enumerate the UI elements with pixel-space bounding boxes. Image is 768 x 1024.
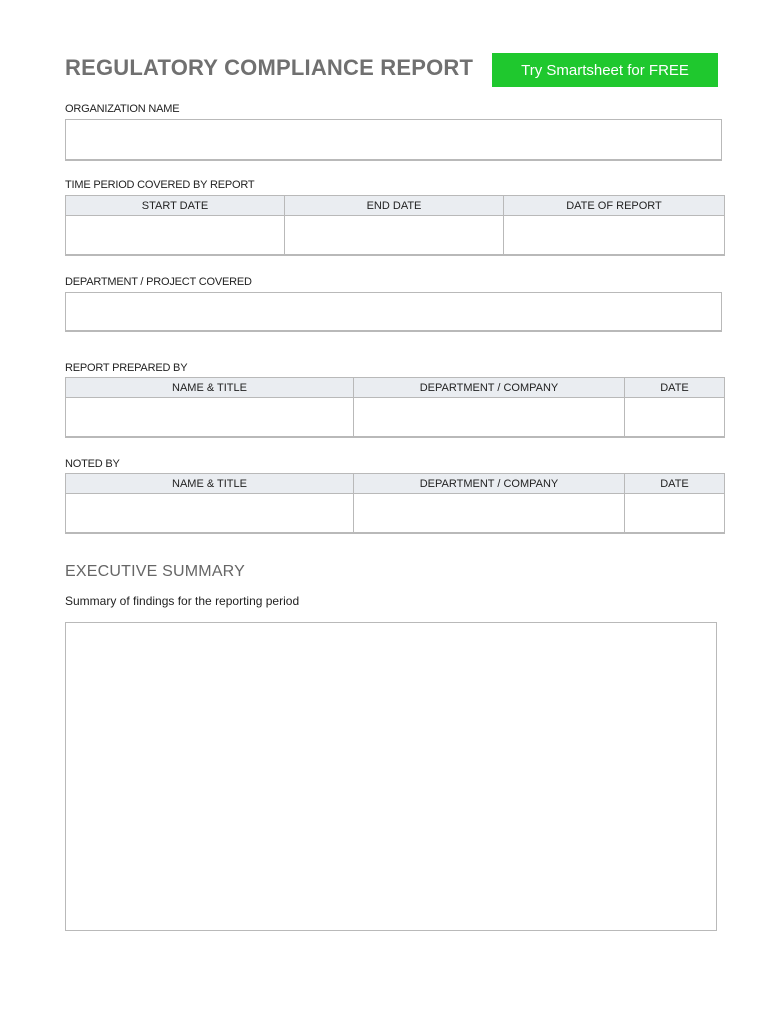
noted-by-name-title-field[interactable] xyxy=(66,494,354,534)
prepared-by-table xyxy=(65,377,725,438)
department-project-label: DEPARTMENT / PROJECT COVERED xyxy=(65,276,252,288)
organization-name-field[interactable] xyxy=(65,119,722,161)
time-period-input-row xyxy=(66,216,725,256)
noted-by-header-row xyxy=(66,474,725,494)
department-project-field[interactable] xyxy=(65,292,722,332)
time-period-header-row xyxy=(66,196,725,216)
noted-by-name-title-header: NAME & TITLE xyxy=(66,474,354,494)
prepared-by-department-company-header: DEPARTMENT / COMPANY xyxy=(354,378,625,398)
prepared-by-name-title-header: NAME & TITLE xyxy=(66,378,354,398)
organization-name-label: ORGANIZATION NAME xyxy=(65,103,180,115)
date-of-report-field[interactable] xyxy=(504,216,725,256)
end-date-header: END DATE xyxy=(285,196,504,216)
date-of-report-header: DATE OF REPORT xyxy=(504,196,725,216)
start-date-field[interactable] xyxy=(66,216,285,256)
prepared-by-header-row xyxy=(66,378,725,398)
report-title: REGULATORY COMPLIANCE REPORT xyxy=(65,55,474,80)
noted-by-input-row xyxy=(66,494,725,534)
prepared-by-date-field[interactable] xyxy=(625,398,725,438)
prepared-by-date-header: DATE xyxy=(625,378,725,398)
noted-by-label: NOTED BY xyxy=(65,458,120,470)
prepared-by-input-row xyxy=(66,398,725,438)
noted-by-date-header: DATE xyxy=(625,474,725,494)
executive-summary-field[interactable] xyxy=(65,622,717,931)
prepared-by-label: REPORT PREPARED BY xyxy=(65,362,188,374)
prepared-by-department-company-field[interactable] xyxy=(354,398,625,438)
noted-by-table xyxy=(65,473,725,534)
prepared-by-name-title-field[interactable] xyxy=(66,398,354,438)
noted-by-date-field[interactable] xyxy=(625,494,725,534)
start-date-header: START DATE xyxy=(66,196,285,216)
noted-by-department-company-header: DEPARTMENT / COMPANY xyxy=(354,474,625,494)
executive-summary-heading: EXECUTIVE SUMMARY xyxy=(65,563,246,580)
time-period-table xyxy=(65,195,725,256)
time-period-label: TIME PERIOD COVERED BY REPORT xyxy=(65,179,255,191)
executive-summary-subtitle: Summary of findings for the reporting period xyxy=(65,594,300,608)
noted-by-department-company-field[interactable] xyxy=(354,494,625,534)
end-date-field[interactable] xyxy=(285,216,504,256)
try-smartsheet-button[interactable]: Try Smartsheet for FREE xyxy=(492,53,718,87)
